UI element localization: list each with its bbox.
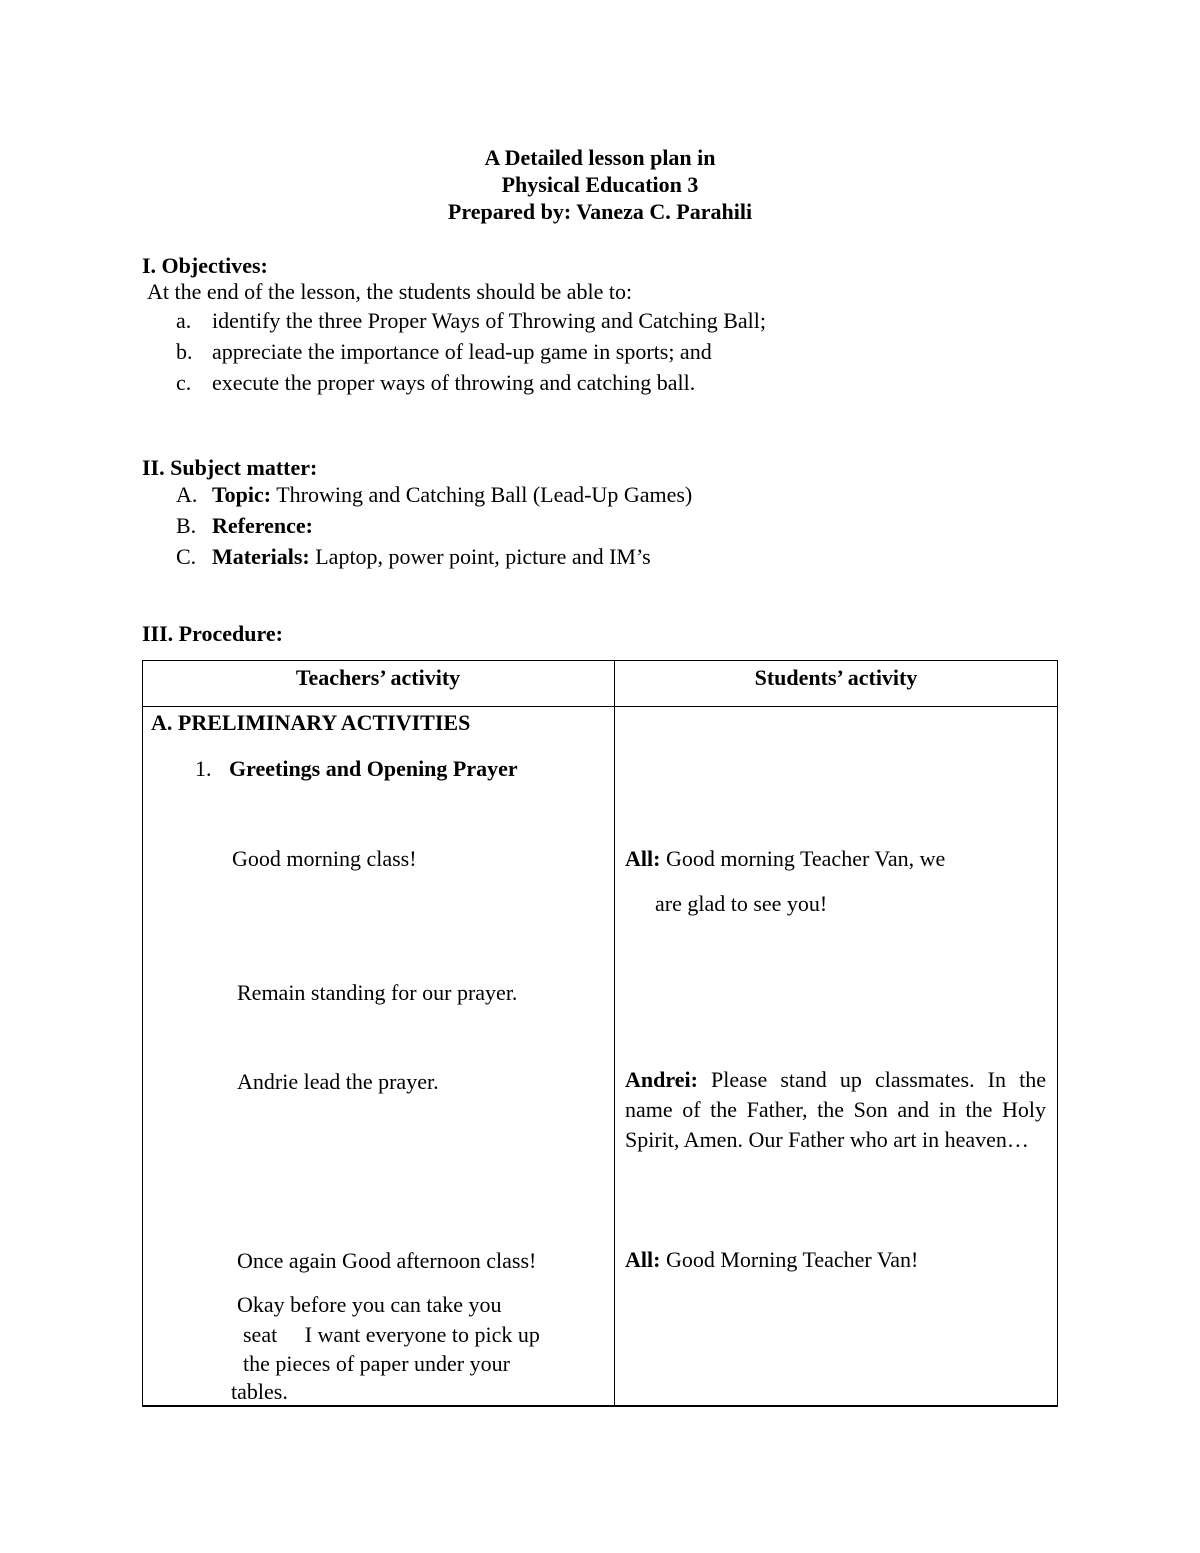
teacher-line: Okay before you can take you — [237, 1292, 502, 1317]
table-border-right — [1057, 660, 1058, 1406]
objectives-heading: I. Objectives: — [142, 253, 268, 278]
speaker-label: Andrei: — [625, 1067, 698, 1092]
document-author: Prepared by: Vaneza C. Parahili — [447, 199, 753, 224]
table-border-bottom — [142, 1405, 1058, 1407]
list-item: execute the proper ways of throwing and catching ball. — [212, 370, 696, 395]
objectives-intro: At the end of the lesson, the students should be able to: — [147, 279, 633, 304]
teacher-line: Andrie lead the prayer. — [237, 1069, 439, 1094]
item-label: Reference: — [212, 513, 313, 538]
section-heading: A. PRELIMINARY ACTIVITIES — [151, 710, 471, 735]
step-marker: 1. — [195, 756, 212, 781]
teacher-line: Good morning class! — [232, 846, 417, 871]
teacher-line: seat I want everyone to pick up — [243, 1322, 540, 1347]
list-item — [212, 515, 313, 537]
item-label: Materials: — [212, 544, 310, 569]
document-subject: Physical Education 3 — [501, 172, 699, 197]
teacher-line: the pieces of paper under your — [243, 1351, 510, 1376]
list-marker: C. — [176, 544, 197, 569]
column-header-student: Students’ activity — [754, 665, 918, 690]
teacher-line: Remain standing for our prayer. — [237, 980, 518, 1005]
student-line — [625, 1065, 1046, 1155]
table-border-top — [142, 660, 1058, 661]
list-item — [212, 484, 692, 506]
student-line — [625, 1249, 918, 1271]
teacher-line: Once again Good afternoon class! — [237, 1248, 537, 1273]
item-value: Laptop, power point, picture and IM’s — [309, 544, 651, 569]
student-line: are glad to see you! — [655, 891, 828, 916]
student-speech: Good morning Teacher Van, we — [660, 846, 946, 871]
list-item: appreciate the importance of lead-up game in sports; and — [212, 339, 712, 364]
list-marker: B. — [176, 513, 197, 538]
student-line — [625, 848, 945, 870]
document-title: A Detailed lesson plan in — [484, 145, 716, 170]
teacher-line: tables. — [231, 1379, 288, 1404]
table-column-divider — [614, 660, 615, 1406]
item-label: Topic: — [212, 482, 272, 507]
speaker-label: All: — [625, 846, 661, 871]
student-speech: Please stand up classmates. In the name of the Father, the Son and in the Holy Spirit, Amen. Our Father who art in heaven… — [625, 1067, 1046, 1152]
procedure-heading: III. Procedure: — [142, 621, 283, 646]
table-header-divider — [142, 706, 1058, 707]
list-marker: c. — [176, 370, 192, 395]
speaker-label: All: — [625, 1247, 661, 1272]
list-item: identify the three Proper Ways of Throwing and Catching Ball; — [212, 308, 767, 333]
list-item — [212, 546, 651, 568]
step-title: Greetings and Opening Prayer — [229, 756, 518, 781]
list-marker: b. — [176, 339, 193, 364]
list-marker: a. — [176, 308, 192, 333]
table-border-left — [142, 660, 143, 1406]
subject-matter-heading: II. Subject matter: — [142, 455, 318, 480]
list-marker: A. — [176, 482, 198, 507]
column-header-teacher: Teachers’ activity — [295, 665, 461, 690]
item-value: Throwing and Catching Ball (Lead-Up Games) — [271, 482, 693, 507]
student-speech: Good Morning Teacher Van! — [660, 1247, 919, 1272]
